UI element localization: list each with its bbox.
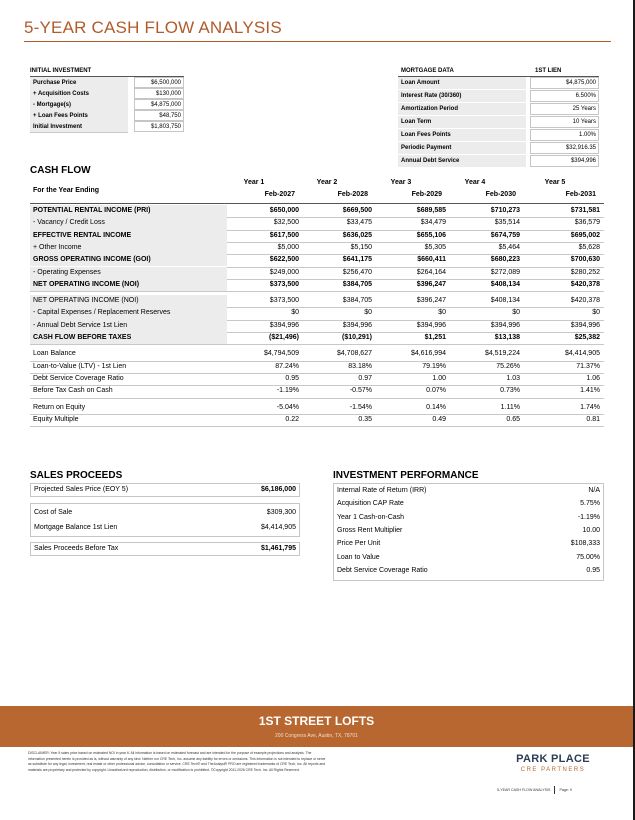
year-header: Year 3 [390,179,412,186]
mortgage-data-value: $32,916.35 [565,145,596,151]
cash-flow-label: Return on Equity [33,403,86,411]
cash-flow-value: $5,464 [498,243,520,251]
performance-value: 75.00% [576,553,600,561]
mortgage-data-value: 1.00% [578,132,596,138]
cash-flow-value: 79.19% [422,362,446,370]
initial-investment-label: + Loan Fees Points [33,112,88,119]
cash-flow-value: $669,500 [342,207,372,214]
cash-flow-value: $0 [364,309,372,317]
cash-flow-label: - Operating Expenses [33,268,101,276]
cash-flow-value: $420,378 [570,297,600,305]
performance-label: Price Per Unit [337,540,381,548]
disclaimer-text: DISCLAIMER: Year 5 sales price based on estimated NOI in year 6. All information is based on estimated forecast and are intended for the purpose of example projections and analysis. The information presented herein is provided as is, without warranty of any kind. Neither nor CRE Tech, Inc. assume any liability for errors or omissions. This information is not intended to replace or serve as substitute for any legal, investment, real estate or other professional advice, consultation or service. CRE Tech® and TheAnalyst® PRO are registered trademarks of CRE Tech, Inc. All reports and materials are proprietary and protected by copyright. Unauthorized reproduction, distribution, or modification is prohibited. ©Copyright 2011-2026 CRE Tech, Inc. All Rights Reserved. [28,751,326,772]
cash-flow-value: $0 [592,309,600,317]
cash-flow-value: $622,500 [269,256,299,264]
cash-flow-table [30,177,604,467]
performance-value: 5.75% [580,500,600,508]
cash-flow-value: $636,025 [342,231,372,239]
mortgage-data-label: Interest Rate (30/360) [401,93,462,99]
year-date: Feb-2030 [485,191,516,198]
sales-proceeds-label: Sales Proceeds Before Tax [34,545,119,552]
performance-value: 0.95 [586,566,600,574]
projected-price-label: Projected Sales Price (EOY 5) [34,486,129,493]
sales-proceeds-table [30,483,300,563]
row-rule [30,132,128,133]
performance-label: Year 1 Cash-on-Cash [337,513,405,521]
property-banner [0,706,633,747]
mortgage-data-label: Periodic Payment [401,145,452,151]
cash-flow-value: $0 [512,309,520,317]
cash-flow-value: $710,273 [490,207,520,214]
mortgage-data-value: $4,875,000 [565,80,596,86]
performance-value: -1.19% [577,513,600,521]
cash-flow-value: $36,579 [574,219,600,227]
year-date: Feb-2031 [565,191,596,198]
cash-flow-value: $272,089 [490,268,520,276]
cash-flow-value: 1.74% [580,403,600,411]
property-name: 1ST STREET LOFTS [258,714,375,728]
cash-flow-value: 1.00 [432,374,446,382]
cash-flow-value: $680,223 [490,256,520,264]
cash-flow-value: $256,470 [342,268,372,276]
cash-flow-label: GROSS OPERATING INCOME (GOI) [33,256,151,264]
title-divider [24,41,611,42]
cash-flow-label: Loan Balance [33,350,76,358]
cash-flow-value: 0.49 [432,415,446,423]
initial-investment-value: $6,500,000 [150,79,181,86]
cash-flow-value: $4,414,905 [564,350,600,358]
investment-performance-heading: INVESTMENT PERFORMANCE [333,470,479,481]
cash-flow-value: 83.18% [348,362,372,370]
mortgage-data-table [398,65,599,169]
performance-label: Gross Rent Multiplier [337,526,403,534]
cash-flow-label: Debt Service Coverage Ratio [33,374,124,382]
cash-flow-value: $641,175 [342,256,372,264]
cash-flow-value: -1.54% [349,403,372,411]
performance-label: Debt Service Coverage Ratio [337,566,428,574]
cash-flow-value: 71.37% [576,362,600,370]
cash-flow-value: $0 [438,309,446,317]
cash-flow-value: $4,616,994 [410,350,446,358]
sales-proceeds-value: $1,461,795 [260,545,296,552]
year-date: Feb-2028 [337,191,368,198]
initial-investment-label: Initial Investment [33,123,83,130]
report-footer [497,786,609,794]
cost-of-sale-label: Cost of Sale [34,509,73,516]
cash-flow-value: $5,000 [277,243,299,251]
cash-flow-value: $1,251 [424,334,446,341]
cash-flow-label: - Annual Debt Service 1st Lien [33,321,128,329]
mortgage-data-label: Amortization Period [401,106,459,112]
cash-flow-value: 1.06 [586,374,600,382]
property-address: 200 Congress Ave, Austin, TX, 78701 [275,733,358,739]
cash-flow-value: $249,000 [269,268,299,276]
cash-flow-label: NET OPERATING INCOME (NOI) [33,297,139,305]
brand-tagline: CRE PARTNERS [520,767,586,773]
cash-flow-value: $34,479 [420,219,446,227]
cash-flow-value: 87.24% [275,362,299,370]
brand-logo [497,753,609,773]
initial-investment-label: + Acquisition Costs [33,90,89,97]
initial-investment-value: $130,000 [155,90,181,97]
mortgage-balance-value: $4,414,905 [260,524,296,531]
performance-label: Loan to Value [337,553,380,561]
cash-flow-value: $5,628 [578,243,600,251]
cash-flow-value: $408,134 [490,297,520,305]
projected-price-value: $6,186,000 [260,486,296,493]
cash-flow-value: -5.04% [276,403,299,411]
mortgage-data-heading: MORTGAGE DATA [401,68,454,74]
cash-flow-value: $689,585 [416,207,446,214]
cash-flow-value: 0.07% [426,387,446,395]
year-header: Year 1 [243,179,265,186]
cash-flow-value: -1.19% [276,387,299,395]
period-label: For the Year Ending [33,187,99,194]
cash-flow-value: $394,996 [416,321,446,329]
year-header: Year 2 [316,179,338,186]
year-date: Feb-2029 [411,191,442,198]
cash-flow-value: 0.97 [358,374,372,382]
cash-flow-label: Before Tax Cash on Cash [33,387,113,395]
cash-flow-label: CASH FLOW BEFORE TAXES [33,334,132,341]
row-rule [30,291,604,292]
initial-investment-value: $48,750 [159,112,181,119]
page-title: 5-YEAR CASH FLOW ANALYSIS [24,18,282,37]
cash-flow-value: $264,164 [416,268,446,276]
cost-of-sale-value: $309,300 [266,509,296,516]
cash-flow-value: $4,794,509 [263,350,299,358]
mortgage-balance-label: Mortgage Balance 1st Lien [34,524,118,531]
mortgage-data-label: Loan Amount [401,80,440,86]
report-name: 5-YEAR CASH FLOW ANALYSIS [497,787,551,792]
mortgage-data-value: 10 Years [572,119,596,125]
initial-investment-heading: INITIAL INVESTMENT [30,68,92,74]
cash-flow-value: 0.81 [586,415,600,423]
cash-flow-value: 0.22 [285,415,299,423]
mortgage-data-value: 6.500% [575,93,596,99]
year-header: Year 5 [544,179,566,186]
cash-flow-heading: CASH FLOW [30,165,91,176]
header-rule [30,203,604,204]
cash-flow-value: $5,305 [424,243,446,251]
cash-flow-label: POTENTIAL RENTAL INCOME (PRI) [33,207,151,214]
cash-flow-value: $33,475 [346,219,372,227]
cash-flow-value: $394,996 [342,321,372,329]
cash-flow-label: EFFECTIVE RENTAL INCOME [33,231,132,239]
year-header: Year 4 [464,179,486,186]
performance-label: Internal Rate of Return (IRR) [337,487,427,494]
mortgage-data-label: Annual Debt Service [401,158,460,164]
cash-flow-value: $731,581 [570,207,600,214]
cash-flow-label: NET OPERATING INCOME (NOI) [33,280,140,288]
cash-flow-value: 0.35 [358,415,372,423]
cash-flow-label: - Capital Expenses / Replacement Reserves [33,309,171,317]
cash-flow-value: 1.41% [580,387,600,395]
cash-flow-value: $396,247 [416,297,446,305]
cash-flow-value: 0.14% [426,403,446,411]
cash-flow-value: 75.26% [496,362,520,370]
cash-flow-value: $373,500 [269,280,299,288]
cash-flow-value: $5,150 [350,243,372,251]
cash-flow-label: Loan-to-Value (LTV) - 1st Lien [33,362,127,370]
cash-flow-value: $25,382 [574,334,600,341]
cash-flow-value: $384,705 [342,280,372,288]
cash-flow-value: $373,500 [269,297,299,305]
initial-investment-value: $4,875,000 [150,101,181,108]
cash-flow-value: $650,000 [269,207,299,214]
cash-flow-value: ($21,496) [269,334,299,341]
performance-value: $108,333 [570,540,600,548]
cash-flow-label: + Other Income [33,243,82,251]
cash-flow-value: $394,996 [490,321,520,329]
first-lien-heading: 1ST LIEN [535,68,562,74]
cash-flow-value: $0 [291,309,299,317]
mortgage-data-label: Loan Fees Points [401,132,451,138]
cash-flow-value: $617,500 [269,231,299,239]
row-rule [30,398,604,399]
mortgage-data-value: 25 Years [572,106,596,112]
cash-flow-label: - Vacancy / Credit Loss [33,219,105,227]
cash-flow-value: 0.95 [285,374,299,382]
footer-separator [554,786,555,794]
cash-flow-value: $660,411 [417,256,446,264]
mortgage-data-value: $394,996 [570,158,596,164]
initial-investment-label: Purchase Price [33,79,77,86]
year-date: Feb-2027 [264,191,295,198]
cash-flow-value: $674,759 [490,231,520,239]
cash-flow-value: $32,500 [273,219,299,227]
cash-flow-value: $4,519,224 [484,350,520,358]
cash-flow-value: 1.03 [506,374,520,382]
cash-flow-value: $394,996 [570,321,600,329]
mortgage-data-label: Loan Term [401,119,432,125]
sales-proceeds-heading: SALES PROCEEDS [30,470,123,481]
cash-flow-label: Equity Multiple [33,415,79,423]
investment-performance-table [333,483,604,581]
cash-flow-value: $4,708,627 [336,350,372,358]
cash-flow-value: 0.73% [500,387,520,395]
cash-flow-value: $394,996 [269,321,299,329]
initial-investment-value: $1,803,750 [150,123,181,130]
row-rule [30,426,604,427]
cash-flow-value: $384,705 [342,297,372,305]
cash-flow-value: $280,252 [570,268,600,276]
cash-flow-value: $408,134 [490,280,520,288]
performance-value: N/A [588,487,600,494]
cash-flow-value: $396,247 [416,280,446,288]
brand-name: PARK PLACE [516,753,590,765]
cash-flow-value: $420,378 [570,280,600,288]
performance-value: 10.00 [582,526,600,534]
cash-flow-value: $700,630 [570,256,600,264]
cash-flow-value: -0.57% [349,387,372,395]
cash-flow-value: $655,106 [416,231,446,239]
cash-flow-value: $35,514 [494,219,520,227]
cash-flow-value: ($10,291) [342,334,372,341]
cash-flow-value: 0.65 [506,415,520,423]
initial-investment-label: - Mortgage(s) [33,101,71,108]
cash-flow-value: $695,002 [570,231,600,239]
page-number: Page: 9 [559,787,572,792]
cash-flow-value: 1.11% [500,403,520,411]
initial-investment-table [30,65,184,145]
performance-label: Acquisition CAP Rate [337,500,404,508]
cash-flow-value: $13,138 [494,334,520,341]
row-rule [30,344,604,345]
